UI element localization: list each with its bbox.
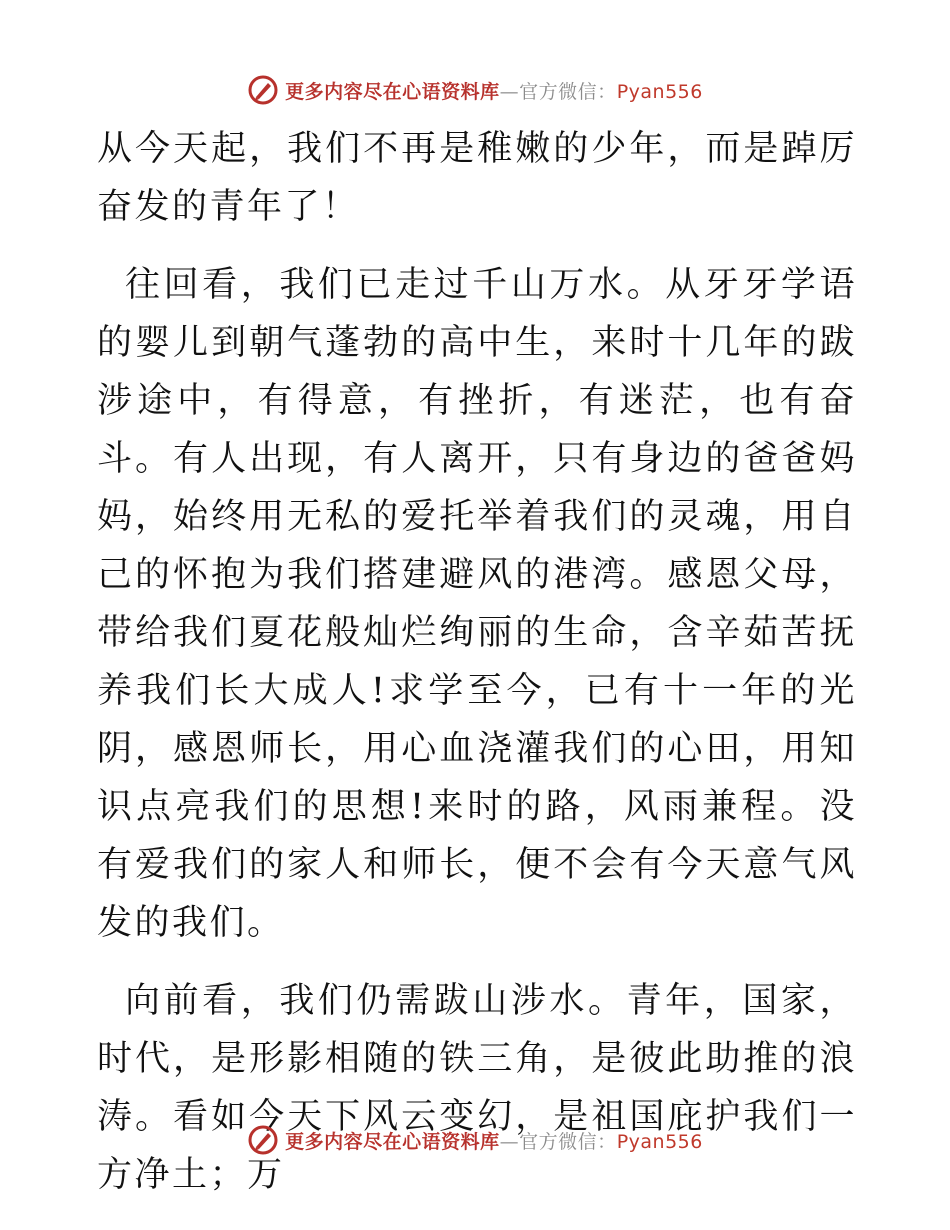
watermark-dash: — — [499, 80, 520, 103]
paragraph-1: 从今天起，我们不再是稚嫩的少年，而是踔厉奋发的青年了！ — [97, 129, 857, 227]
document-body — [97, 120, 857, 1224]
header-watermark — [0, 70, 950, 110]
paragraph-3: 向前看，我们仍需跋山涉水。青年，国家，时代，是形影相随的铁三角，是彼此助推的浪涛。看如今天下风云变幻，是祖国庇护我们一方净土；万 — [97, 981, 857, 1195]
watermark-brand: 更多内容尽在心语资料库 — [285, 1130, 500, 1153]
watermark-id: Pyan556 — [616, 1130, 703, 1153]
pen-logo-icon — [247, 74, 279, 106]
watermark-label: 官方微信： — [519, 1130, 617, 1153]
pen-logo-icon — [247, 1124, 279, 1156]
paragraph-2: 往回看，我们已走过千山万水。从牙牙学语的婴儿到朝气蓬勃的高中生，来时十几年的跋涉途中，有得意，有挫折，有迷茫，也有奋斗。有人出现，有人离开，只有身边的爸爸妈妈，始终用无私的爱托举着我们的灵魂，用自己的怀抱为我们搭建避风的港湾。感恩父母，带给我们夏花般灿烂绚丽的生命，含辛茹苦抚养我们长大成人!求学至今，已有十一年的光阴，感恩师长，用心血浇灌我们的心田，用知识点亮我们的思想!来时的路，风雨兼程。没有爱我们的家人和师长，便不会有今天意气风发的我们。 — [97, 265, 857, 943]
watermark-text — [285, 77, 703, 104]
watermark-text — [285, 1127, 703, 1154]
watermark-label: 官方微信： — [519, 80, 617, 103]
watermark-dash: — — [499, 1130, 520, 1153]
watermark-id: Pyan556 — [616, 80, 703, 103]
footer-watermark — [0, 1120, 950, 1160]
watermark-brand: 更多内容尽在心语资料库 — [285, 80, 500, 103]
